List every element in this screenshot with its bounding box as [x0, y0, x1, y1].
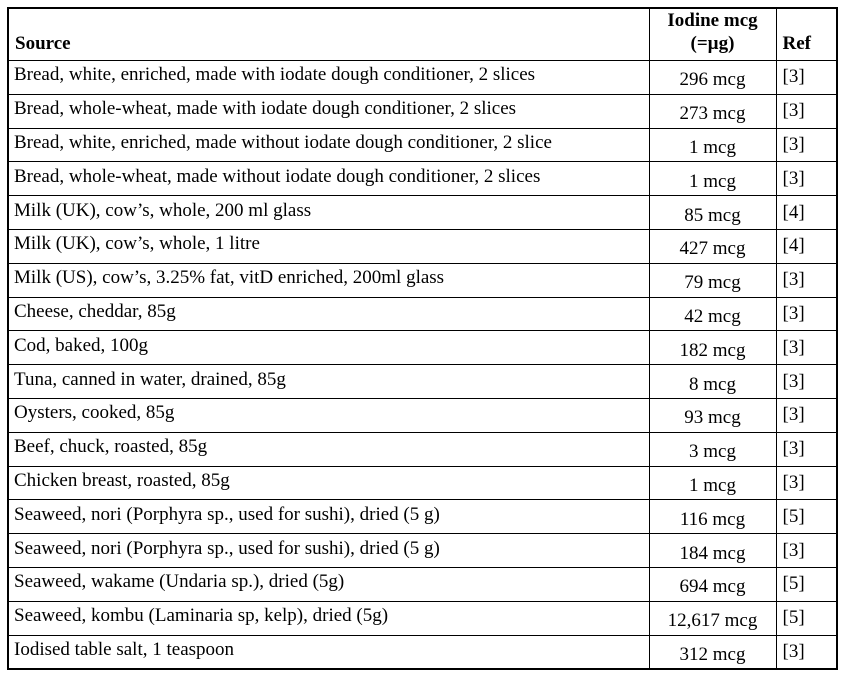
reference-cell: [5]	[776, 601, 837, 635]
iodine-value-cell: 93 mcg	[649, 398, 776, 432]
table-header-row	[8, 8, 837, 61]
iodine-value-cell: 12,617 mcg	[649, 601, 776, 635]
reference-cell: [5]	[776, 500, 837, 534]
iodine-table-container	[7, 7, 836, 670]
reference-cell: [3]	[776, 128, 837, 162]
table-row	[8, 534, 837, 568]
food-source-cell: Bread, white, enriched, made with iodate dough conditioner, 2 slices	[8, 61, 649, 95]
iodine-value-cell: 1 mcg	[649, 128, 776, 162]
reference-cell: [3]	[776, 365, 837, 399]
reference-cell: [3]	[776, 94, 837, 128]
table-row	[8, 61, 837, 95]
iodine-value-cell: 694 mcg	[649, 567, 776, 601]
iodine-value-cell: 312 mcg	[649, 635, 776, 669]
table-body	[8, 61, 837, 669]
reference-cell: [3]	[776, 534, 837, 568]
reference-cell: [5]	[776, 567, 837, 601]
food-source-cell: Beef, chuck, roasted, 85g	[8, 432, 649, 466]
table-row	[8, 128, 837, 162]
iodine-value-cell: 42 mcg	[649, 297, 776, 331]
food-source-cell: Seaweed, nori (Porphyra sp., used for sushi), dried (5 g)	[8, 500, 649, 534]
table-row	[8, 297, 837, 331]
iodine-value-cell: 116 mcg	[649, 500, 776, 534]
iodine-value-cell: 296 mcg	[649, 61, 776, 95]
iodine-value-cell: 427 mcg	[649, 229, 776, 263]
table-row	[8, 635, 837, 669]
reference-cell: [4]	[776, 229, 837, 263]
reference-cell: [3]	[776, 297, 837, 331]
reference-cell: [3]	[776, 263, 837, 297]
reference-cell: [3]	[776, 398, 837, 432]
food-source-cell: Bread, white, enriched, made without iodate dough conditioner, 2 slice	[8, 128, 649, 162]
food-source-cell: Tuna, canned in water, drained, 85g	[8, 365, 649, 399]
food-source-cell: Seaweed, kombu (Laminaria sp, kelp), dried (5g)	[8, 601, 649, 635]
table-row	[8, 263, 837, 297]
table-row	[8, 601, 837, 635]
table-row	[8, 229, 837, 263]
iodine-value-cell: 1 mcg	[649, 466, 776, 500]
header-iodine-line1: Iodine mcg	[667, 10, 758, 31]
iodine-value-cell: 273 mcg	[649, 94, 776, 128]
iodine-value-cell: 184 mcg	[649, 534, 776, 568]
table-row	[8, 500, 837, 534]
table-row	[8, 331, 837, 365]
header-source: Source	[8, 8, 649, 61]
iodine-value-cell: 79 mcg	[649, 263, 776, 297]
reference-cell: [3]	[776, 432, 837, 466]
iodine-value-cell: 1 mcg	[649, 162, 776, 196]
table-row	[8, 162, 837, 196]
table-row	[8, 398, 837, 432]
food-source-cell: Cheese, cheddar, 85g	[8, 297, 649, 331]
iodine-value-cell: 8 mcg	[649, 365, 776, 399]
food-source-cell: Cod, baked, 100g	[8, 331, 649, 365]
reference-cell: [3]	[776, 331, 837, 365]
table-row	[8, 432, 837, 466]
food-source-cell: Oysters, cooked, 85g	[8, 398, 649, 432]
reference-cell: [3]	[776, 61, 837, 95]
header-ref: Ref	[776, 8, 837, 61]
food-source-cell: Iodised table salt, 1 teaspoon	[8, 635, 649, 669]
food-source-cell: Seaweed, nori (Porphyra sp., used for sushi), dried (5 g)	[8, 534, 649, 568]
header-iodine	[649, 8, 776, 61]
food-source-cell: Milk (UK), cow’s, whole, 1 litre	[8, 229, 649, 263]
reference-cell: [3]	[776, 635, 837, 669]
reference-cell: [4]	[776, 196, 837, 230]
table-row	[8, 196, 837, 230]
iodine-value-cell: 85 mcg	[649, 196, 776, 230]
table-row	[8, 567, 837, 601]
food-source-cell: Milk (UK), cow’s, whole, 200 ml glass	[8, 196, 649, 230]
reference-cell: [3]	[776, 162, 837, 196]
food-source-cell: Seaweed, wakame (Undaria sp.), dried (5g)	[8, 567, 649, 601]
table-row	[8, 94, 837, 128]
reference-cell: [3]	[776, 466, 837, 500]
iodine-value-cell: 182 mcg	[649, 331, 776, 365]
table-row	[8, 365, 837, 399]
food-source-cell: Bread, whole-wheat, made with iodate dough conditioner, 2 slices	[8, 94, 649, 128]
header-iodine-line2: (=µg)	[690, 33, 735, 54]
food-source-cell: Chicken breast, roasted, 85g	[8, 466, 649, 500]
iodine-value-cell: 3 mcg	[649, 432, 776, 466]
iodine-sources-table	[7, 7, 838, 670]
food-source-cell: Milk (US), cow’s, 3.25% fat, vitD enriched, 200ml glass	[8, 263, 649, 297]
food-source-cell: Bread, whole-wheat, made without iodate dough conditioner, 2 slices	[8, 162, 649, 196]
table-row	[8, 466, 837, 500]
